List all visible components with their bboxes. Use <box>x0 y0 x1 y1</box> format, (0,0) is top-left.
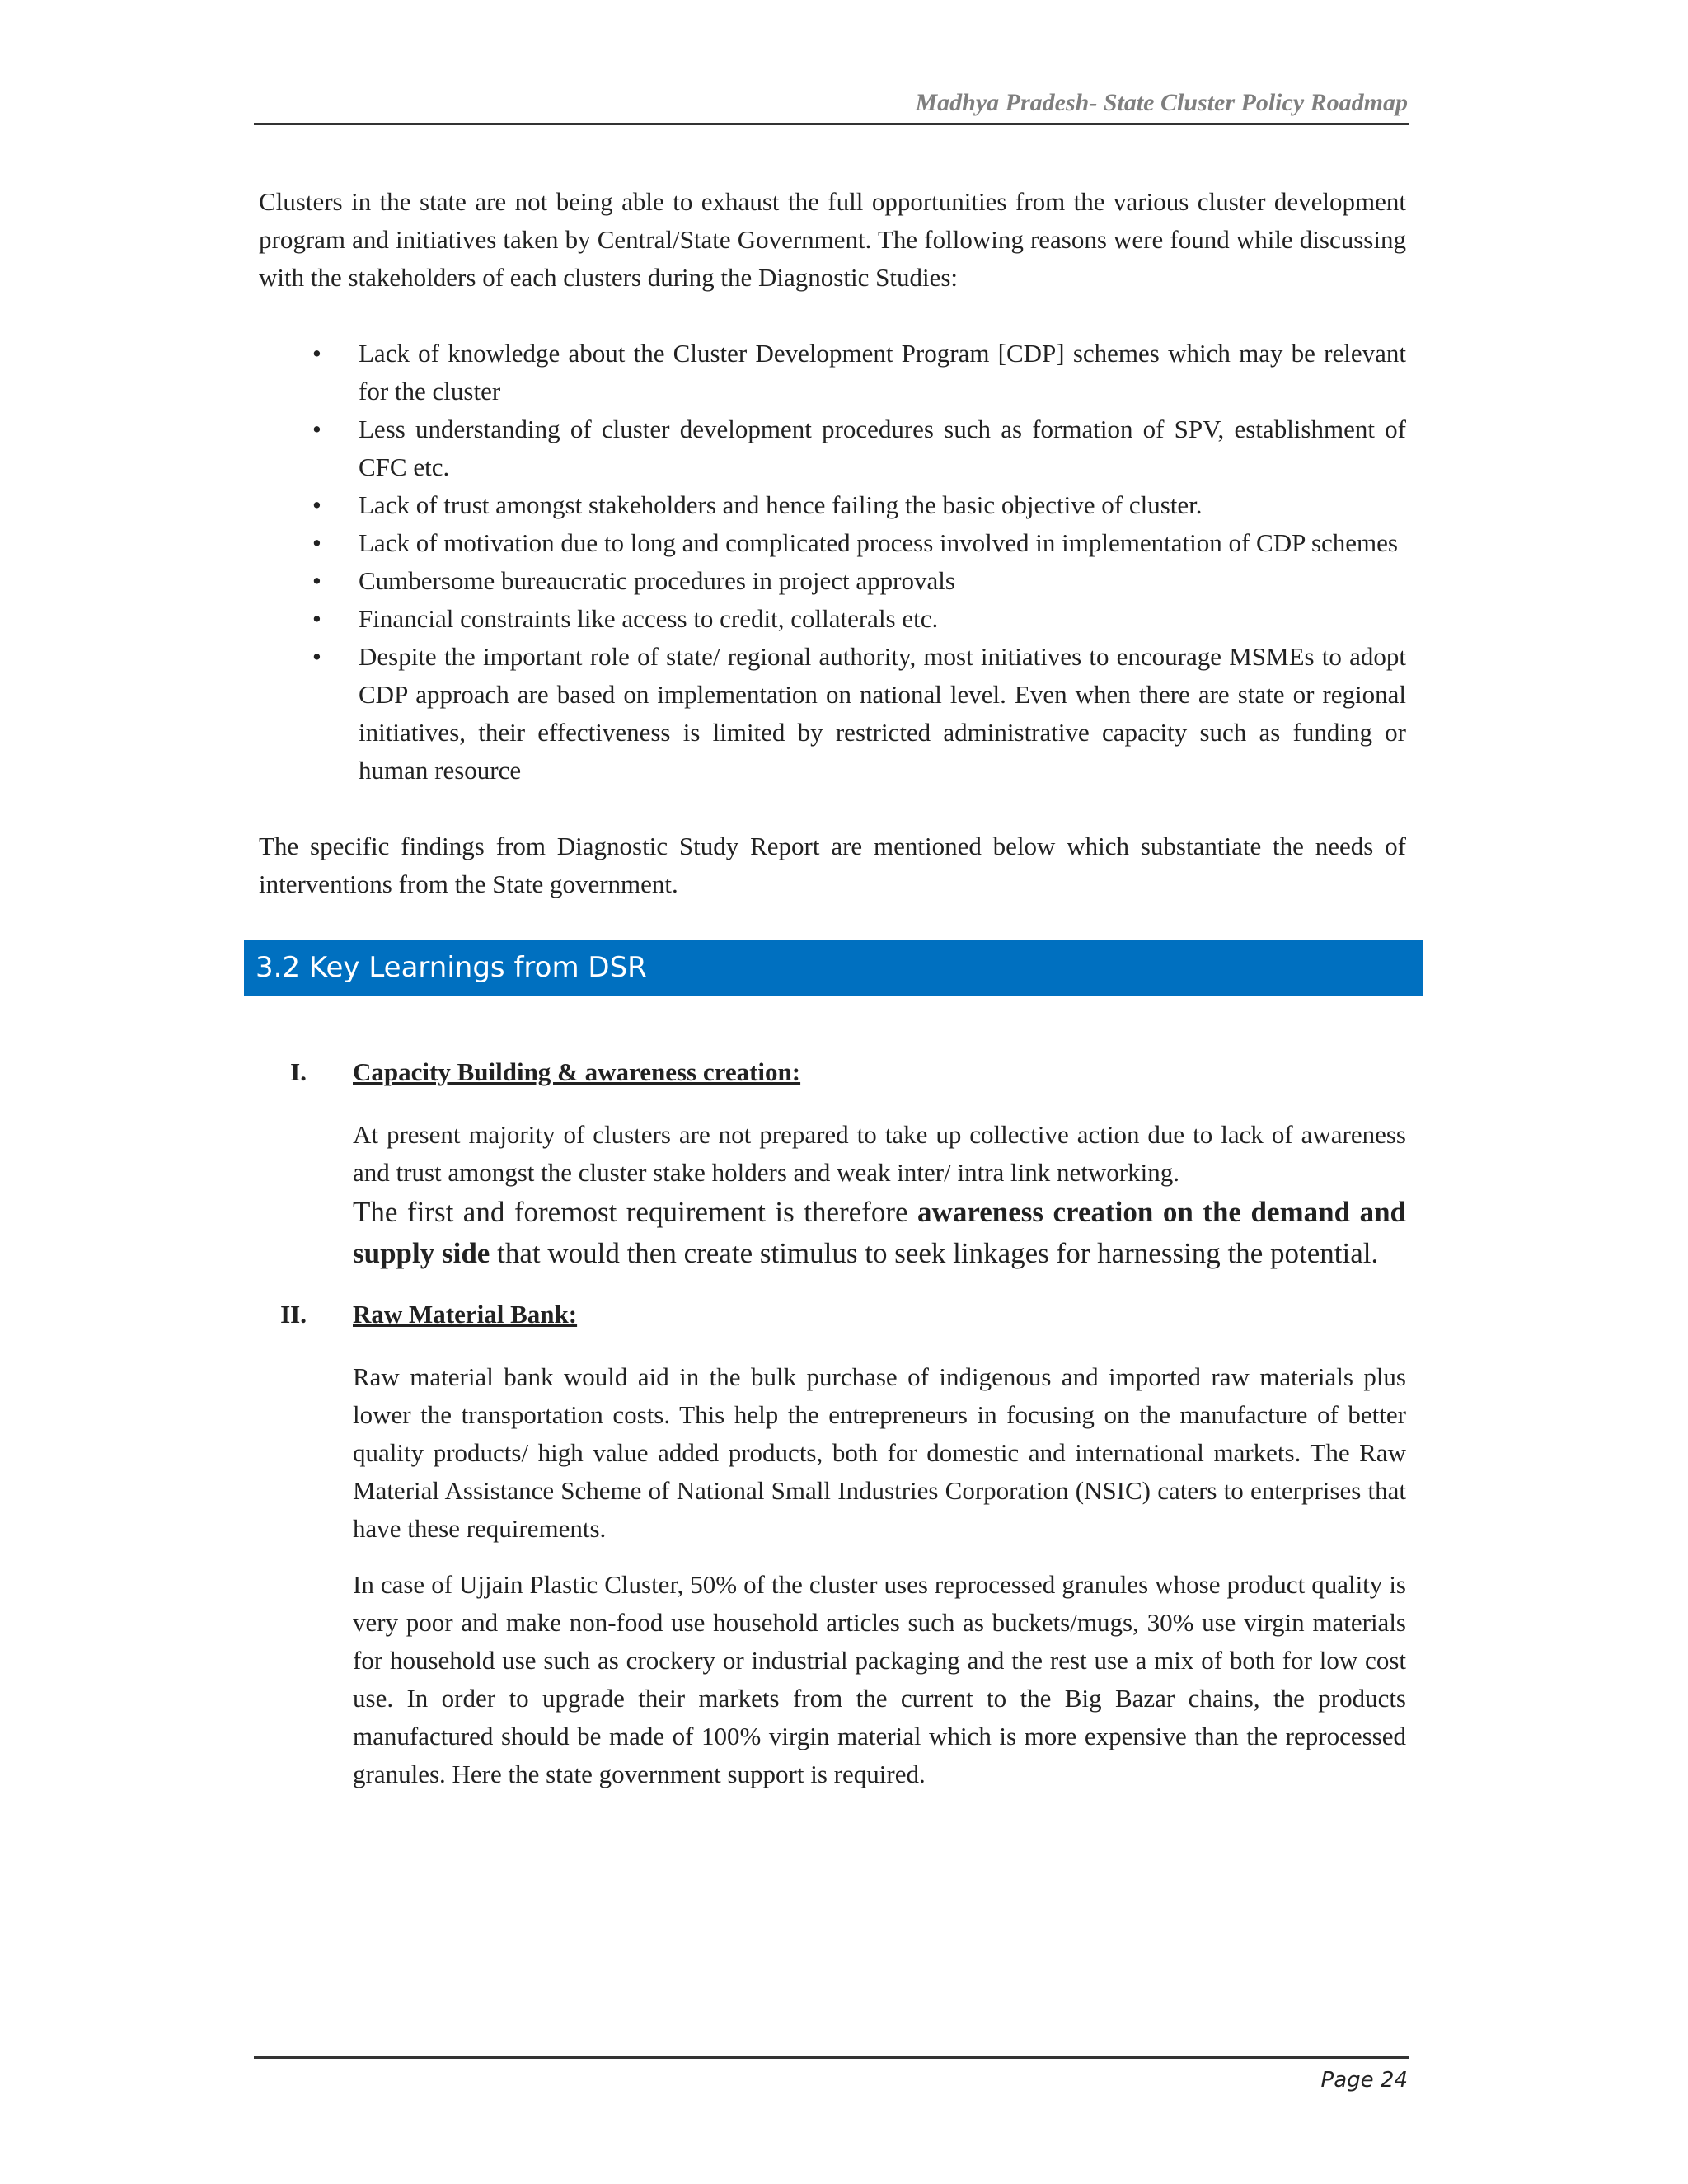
learning-emphasis: awareness creation on the demand and supply side <box>353 1196 1407 1269</box>
list-item <box>259 600 1406 638</box>
reasons-list <box>259 335 1406 790</box>
list-item-text: Despite the important role of state/ regional authority, most initiatives to encourage MSMEs to adopt CDP approach are based on implementation on national level. Even when there are state or regional initiatives, their effectiveness is limited by restricted administrative capacity such as funding or human resource <box>359 642 1406 785</box>
section-heading: 3.2 Key Learnings from DSR <box>244 940 1423 996</box>
page-number: Page 24 <box>1320 2068 1408 2093</box>
bullet-icon: • <box>312 566 321 595</box>
learning-numeral: I. <box>290 1057 307 1086</box>
list-item-text: Lack of knowledge about the Cluster Development Program [CDP] schemes which may be relevant for the cluster <box>359 339 1406 405</box>
learning-item-raw-material-bank <box>259 1296 1406 1793</box>
list-item-text: Lack of trust amongst stakeholders and hence failing the basic objective of cluster. <box>359 490 1203 519</box>
learning-paragraph: In case of Ujjain Plastic Cluster, 50% of the cluster uses reprocessed granules whose product quality is very poor and make non-food use household articles such as buckets/mugs, 30% use virgin materials for household use such as crockery or industrial packaging and the rest use a mix of both for low cost use. In order to upgrade their markets from the current to the Big Bazar chains, the products manufactured should be made of 100% virgin material which is more expensive than the reprocessed granules. Here the state government support is required. <box>353 1570 1406 1788</box>
intro-paragraph: Clusters in the state are not being able to exhaust the full opportunities from the various cluster development program and initiatives taken by Central/State Government. The following reasons were found while discussing with the stakeholders of each clusters during the Diagnostic Studies: <box>259 187 1406 292</box>
document-title: Madhya Pradesh- State Cluster Policy Roadmap <box>915 89 1408 116</box>
bullet-icon: • <box>312 415 321 443</box>
header-rule <box>254 123 1409 125</box>
list-item-text: Less understanding of cluster development procedures such as formation of SPV, establishment of CFC etc. <box>359 415 1406 481</box>
learning-numeral: II. <box>280 1300 307 1329</box>
list-item <box>259 335 1406 410</box>
learning-paragraph <box>353 1192 1406 1274</box>
learning-paragraph: At present majority of clusters are not prepared to take up collective action due to lack of awareness and trust amongst the cluster stake holders and weak inter/ intra link networking. <box>353 1120 1406 1187</box>
list-item <box>259 638 1406 790</box>
page-content <box>256 183 1407 1811</box>
learning-item-capacity-building <box>259 1053 1406 1274</box>
list-item-text: Cumbersome bureaucratic procedures in project approvals <box>359 566 955 595</box>
learning-text: The first and foremost requirement is therefore <box>353 1196 918 1228</box>
learning-paragraph: Raw material bank would aid in the bulk purchase of indigenous and imported raw materials plus lower the transportation costs. This help the entrepreneurs in focusing on the manufacture of better quality products/ high value added products, both for domestic and international markets. The Raw Material Assistance Scheme of National Small Industries Corporation (NSIC) caters to enterprises that have these requirements. <box>353 1362 1406 1543</box>
bullet-icon: • <box>312 490 321 519</box>
learning-title: Capacity Building & awareness creation: <box>353 1057 801 1086</box>
list-item <box>259 410 1406 486</box>
findings-paragraph: The specific findings from Diagnostic Study Report are mentioned below which substantiate the needs of interventions from the State government. <box>259 832 1406 898</box>
learning-text: that would then create stimulus to seek linkages for harnessing the potential. <box>490 1237 1379 1269</box>
list-item <box>259 524 1406 562</box>
footer-rule <box>254 2056 1409 2059</box>
list-item <box>259 486 1406 524</box>
bullet-icon: • <box>312 339 321 368</box>
learning-title: Raw Material Bank: <box>353 1300 578 1329</box>
list-item <box>259 562 1406 600</box>
list-item-text: Lack of motivation due to long and complicated process involved in implementation of CDP schemes <box>359 528 1398 557</box>
bullet-icon: • <box>312 604 321 633</box>
list-item-text: Financial constraints like access to credit, collaterals etc. <box>359 604 939 633</box>
bullet-icon: • <box>312 528 321 557</box>
bullet-icon: • <box>312 642 321 671</box>
